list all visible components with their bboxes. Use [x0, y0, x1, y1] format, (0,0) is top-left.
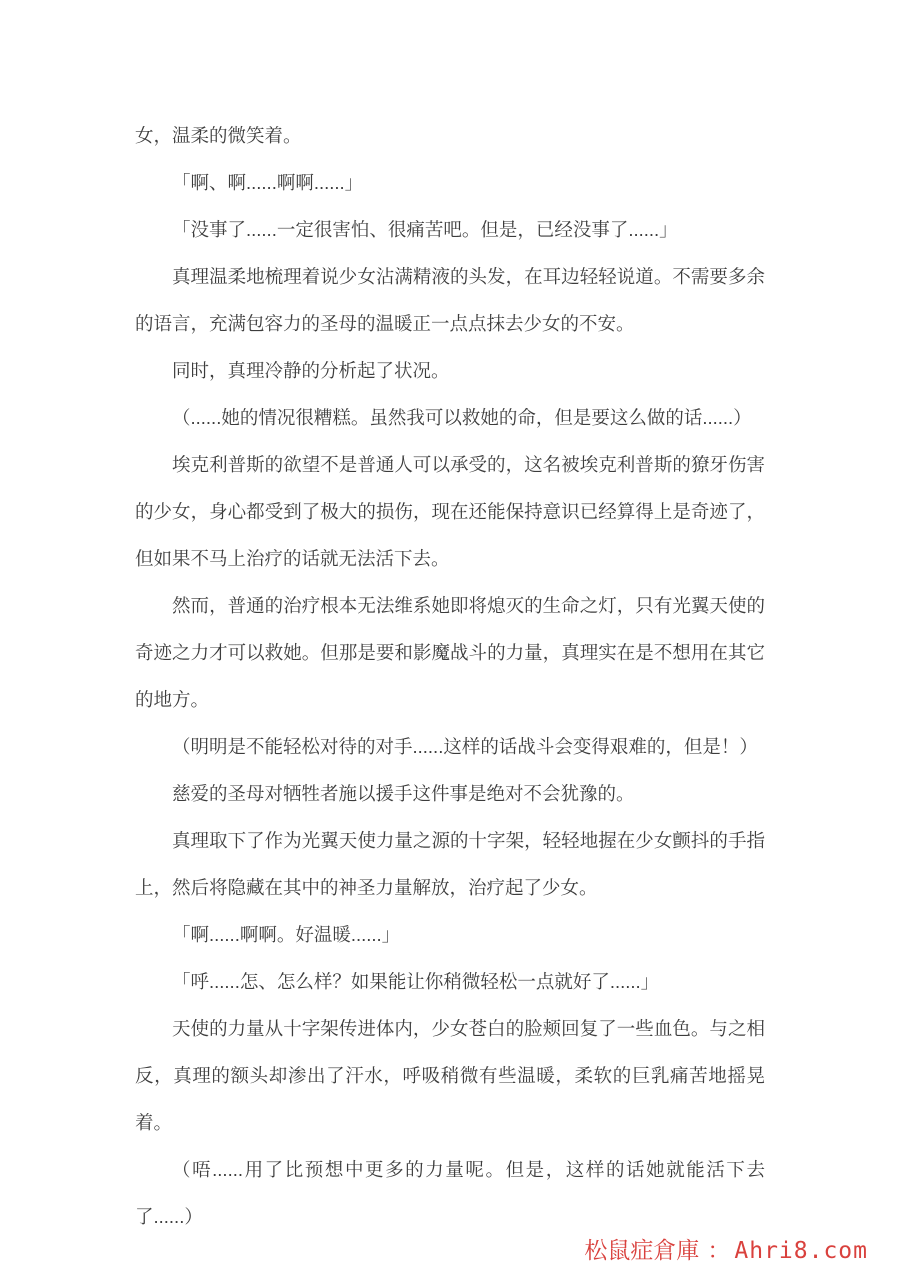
paragraph: 真理温柔地梳理着说少女沾满精液的头发，在耳边轻轻说道。不需要多余的语言，充满包容力的圣母的温暖正一点点抹去少女的不安。 [135, 266, 765, 334]
paragraph: 「啊、啊......啊啊......」 [172, 172, 364, 193]
paragraph: 「呼......怎、怎么样？如果能让你稍微轻松一点就好了......」 [172, 971, 660, 992]
watermark-site-name: 松鼠症倉庫 [584, 1238, 700, 1263]
paragraph: （唔......用了比预想中更多的力量呢。但是，这样的话她就能活下去了......） [135, 1159, 765, 1227]
paragraph: 然而，普通的治疗根本无法维系她即将熄灭的生命之灯，只有光翼天使的奇迹之力才可以救她。但那是要和影魔战斗的力量，真理实在是不想用在其它的地方。 [135, 595, 765, 710]
paragraph: 天使的力量从十字架传进体内，少女苍白的脸颊回复了一些血色。与之相反，真理的额头却渗出了汗水，呼吸稍微有些温暖，柔软的巨乳痛苦地摇晃着。 [135, 1018, 765, 1133]
page-text-body [135, 112, 765, 1240]
paragraph: 「啊......啊啊。好温暖......」 [172, 924, 401, 945]
watermark-domain: Ahri8.com [734, 1238, 868, 1264]
site-watermark [584, 1232, 868, 1265]
paragraph: 女，温柔的微笑着。 [135, 125, 302, 146]
paragraph: 埃克利普斯的欲望不是普通人可以承受的，这名被埃克利普斯的獠牙伤害的少女，身心都受到了极大的损伤，现在还能保持意识已经算得上是奇迹了，但如果不马上治疗的话就无法活下去。 [135, 454, 765, 569]
paragraph: 慈爱的圣母对牺牲者施以援手这件事是绝对不会犹豫的。 [172, 783, 635, 804]
paragraph: 「没事了......一定很害怕、很痛苦吧。但是，已经没事了......」 [172, 219, 678, 240]
paragraph: （......她的情况很糟糕。虽然我可以救她的命，但是要这么做的话......） [172, 407, 752, 428]
watermark-separator: ： [707, 1238, 731, 1263]
paragraph: （明明是不能轻松对待的对手......这样的话战斗会变得艰难的，但是！） [172, 736, 758, 757]
paragraph: 真理取下了作为光翼天使力量之源的十字架，轻轻地握在少女颤抖的手指上，然后将隐藏在其中的神圣力量解放，治疗起了少女。 [135, 830, 765, 898]
paragraph: 同时，真理冷静的分析起了状况。 [172, 360, 450, 381]
